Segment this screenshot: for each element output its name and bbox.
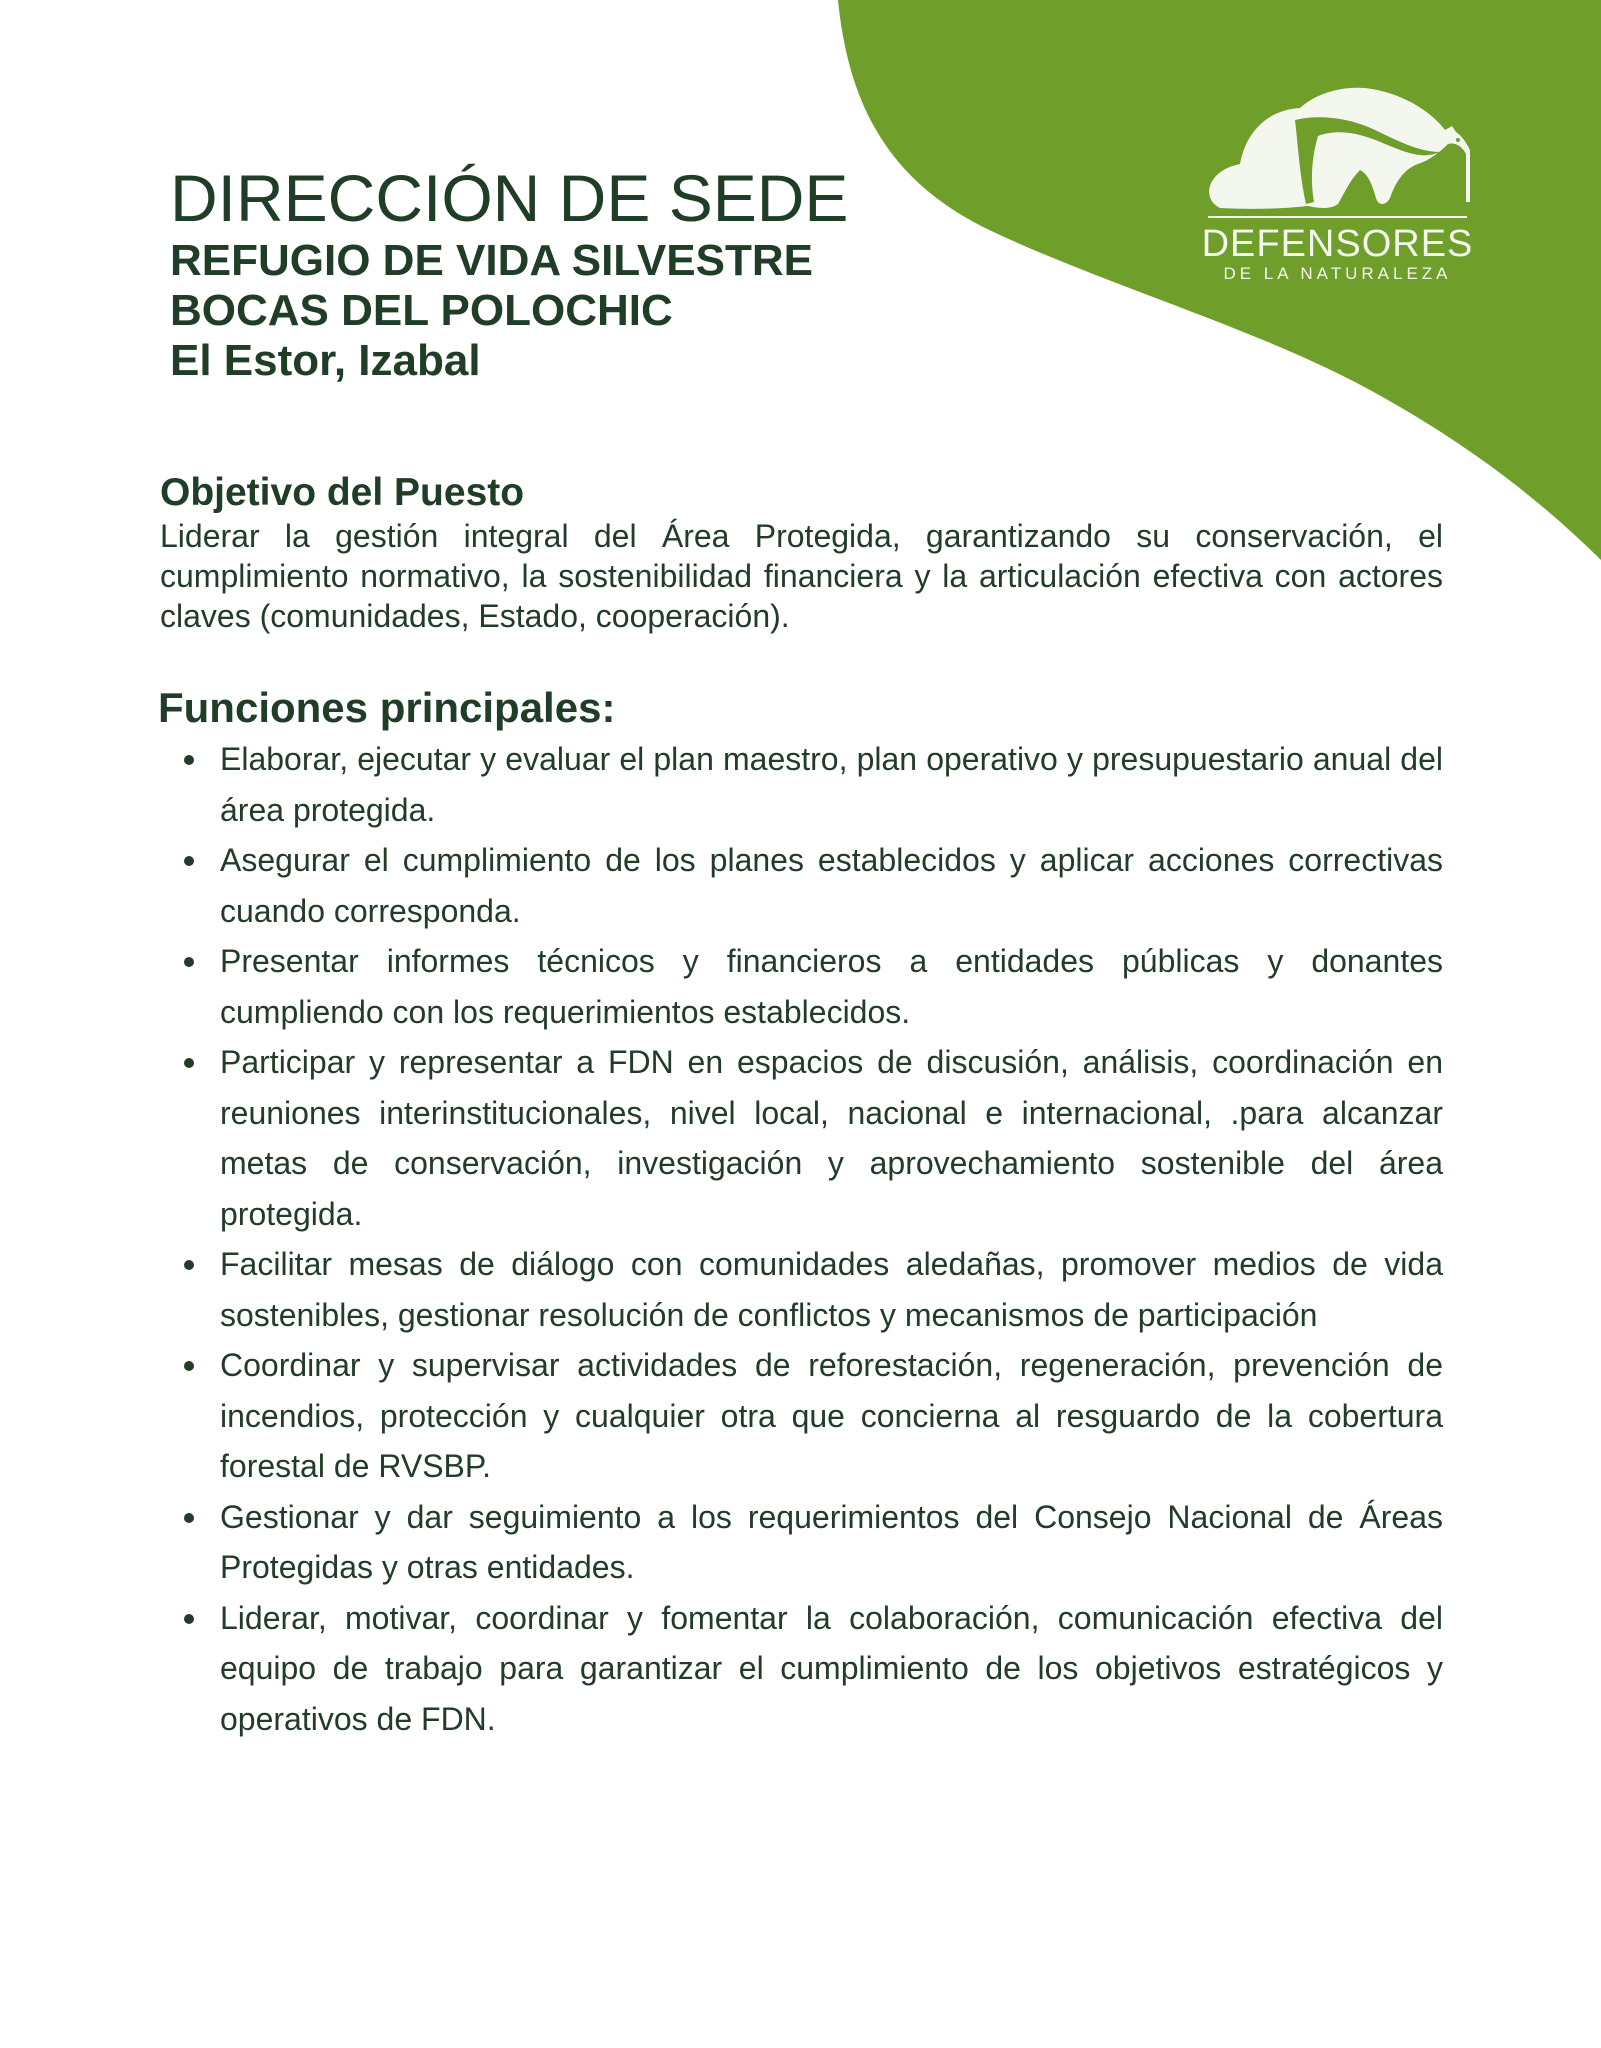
list-item-text: Liderar, motivar, coordinar y fomentar la colaboración, comunicación efectiva del equipo de trabajo para garantizar el cumplimiento de los objetivos estratégicos y operativos de FDN. bbox=[220, 1599, 1443, 1737]
list-item-text: Participar y representar a FDN en espacios de discusión, análisis, coordinación en reuniones interinstitucionales, nivel local, nacional e internacional, .para alcanzar metas de conservación, investigación y aprovechamiento sostenible del área protegida. bbox=[220, 1044, 1443, 1232]
bullet-icon bbox=[184, 1361, 194, 1371]
bullet-icon bbox=[184, 856, 194, 866]
functions-list bbox=[158, 734, 1443, 1744]
list-item bbox=[158, 936, 1443, 1037]
protected-area-name-line2: BOCAS DEL POLOCHIC bbox=[170, 286, 673, 335]
page-header bbox=[170, 160, 848, 386]
bullet-icon bbox=[184, 1260, 194, 1270]
bullet-icon bbox=[184, 957, 194, 967]
bullet-icon bbox=[184, 755, 194, 765]
list-item-text: Asegurar el cumplimiento de los planes establecidos y aplicar acciones correctivas cuando corresponda. bbox=[220, 842, 1443, 929]
location: El Estor, Izabal bbox=[170, 336, 481, 385]
bullet-icon bbox=[184, 1058, 194, 1068]
bullet-icon bbox=[184, 1614, 194, 1624]
list-item bbox=[158, 1239, 1443, 1340]
objective-text: Liderar la gestión integral del Área Protegida, garantizando su conservación, el cumplimiento normativo, la sostenibilidad financiera y la articulación efectiva con actores claves (comunidades, Estado, cooperación). bbox=[160, 518, 1443, 634]
bullet-icon bbox=[184, 1513, 194, 1523]
list-item bbox=[158, 835, 1443, 936]
list-item-text: Coordinar y supervisar actividades de reforestación, regeneración, prevención de incendios, protección y cualquier otra que concierna al resguardo de la cobertura forestal de RVSBP. bbox=[220, 1347, 1443, 1484]
list-item-text: Presentar informes técnicos y financieros a entidades públicas y donantes cumpliendo con los requerimientos establecidos. bbox=[220, 943, 1443, 1030]
list-item bbox=[158, 734, 1443, 835]
objective-section bbox=[160, 470, 1443, 636]
logo-subtitle-text: DE LA NATURALEZA bbox=[1223, 264, 1452, 283]
defensores-logo bbox=[1200, 80, 1475, 295]
list-item-text: Elaborar, ejecutar y evaluar el plan maestro, plan operativo y presupuestario anual del área protegida. bbox=[220, 741, 1443, 828]
list-item bbox=[158, 1037, 1443, 1239]
protected-area-name-line1: REFUGIO DE VIDA SILVESTRE bbox=[170, 236, 813, 285]
logo-divider bbox=[1208, 216, 1467, 218]
functions-heading: Funciones principales: bbox=[158, 684, 616, 731]
list-item-text: Gestionar y dar seguimiento a los requerimientos del Consejo Nacional de Áreas Protegidas y otras entidades. bbox=[220, 1498, 1443, 1585]
list-item bbox=[158, 1593, 1443, 1745]
list-item bbox=[158, 1340, 1443, 1492]
logo-brand-text: DEFENSORES bbox=[1201, 223, 1474, 265]
anteater-icon bbox=[1200, 80, 1475, 210]
list-item-text: Facilitar mesas de diálogo con comunidades aledañas, promover medios de vida sostenibles, gestionar resolución de conflictos y mecanismos de participación bbox=[220, 1246, 1443, 1333]
objective-heading: Objetivo del Puesto bbox=[160, 471, 525, 514]
list-item bbox=[158, 1492, 1443, 1593]
page-title: DIRECCIÓN DE SEDE bbox=[170, 161, 849, 235]
functions-section bbox=[158, 682, 1443, 1744]
